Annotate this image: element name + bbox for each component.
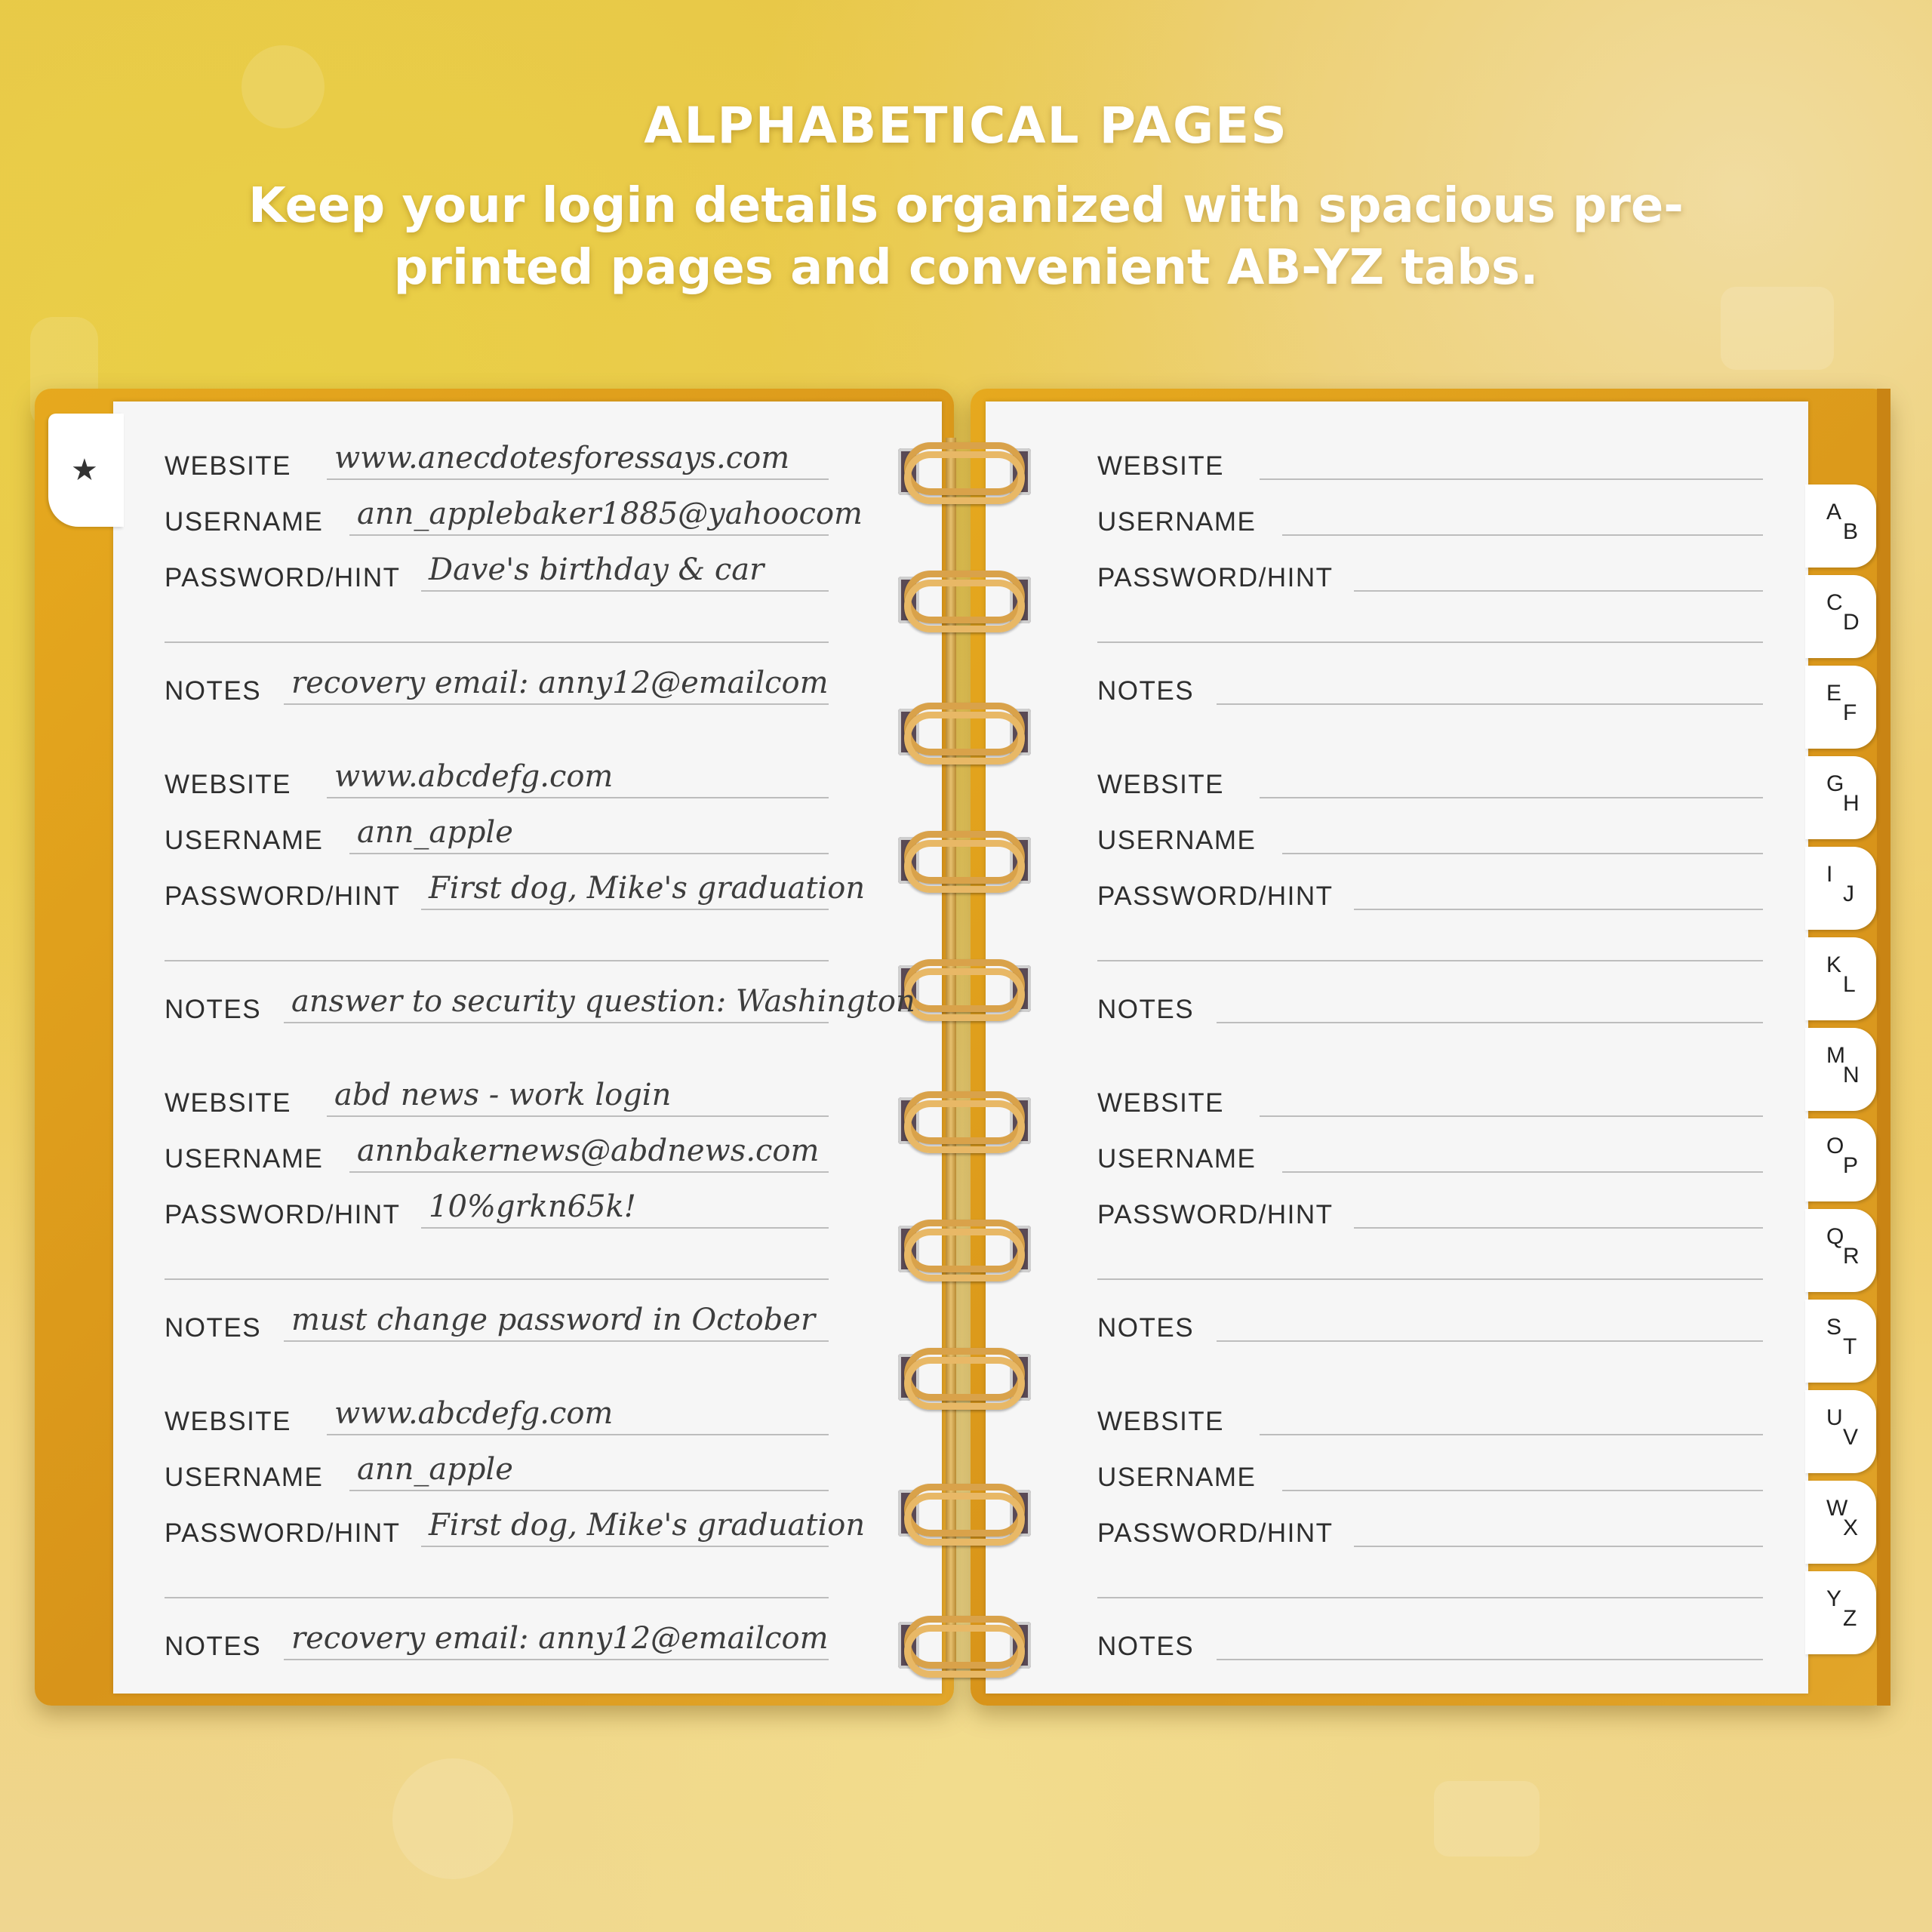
- spiral-ring: [898, 566, 1031, 634]
- right-website-label: WEBSITE: [1097, 451, 1225, 481]
- right-username-label: USERNAME: [1097, 1144, 1257, 1174]
- left-website-field[interactable]: [165, 1396, 829, 1444]
- tab-letter: L: [1843, 972, 1856, 997]
- background-shape: [392, 1758, 513, 1879]
- right-website-line: [1260, 478, 1763, 480]
- tab-letter: O: [1826, 1134, 1844, 1158]
- right-website-field[interactable]: [1097, 1081, 1763, 1126]
- right-blank-line: [1097, 1278, 1763, 1280]
- left-username-value: ann_apple: [357, 815, 513, 850]
- left-username-label: USERNAME: [165, 1463, 324, 1492]
- tab-letter: X: [1843, 1515, 1859, 1540]
- right-password-field[interactable]: [1097, 1511, 1763, 1556]
- left-website-value: www.abcdefg.com: [334, 759, 614, 794]
- left-username-field[interactable]: [165, 497, 863, 545]
- left-password-field[interactable]: [165, 1508, 866, 1556]
- tab-letter: E: [1826, 681, 1842, 706]
- right-password-field[interactable]: [1097, 874, 1763, 919]
- left-password-value: Dave's birthday & car: [429, 552, 764, 587]
- ring-loop: [904, 1229, 1025, 1281]
- ring-loop: [904, 840, 1025, 893]
- tab-uv[interactable]: [1805, 1390, 1876, 1473]
- left-blank-line: [165, 1597, 829, 1598]
- left-notes-label: NOTES: [165, 1632, 262, 1661]
- right-blank-line: [1097, 960, 1763, 961]
- spiral-ring: [898, 826, 1031, 894]
- tab-kl[interactable]: [1805, 937, 1876, 1020]
- right-username-label: USERNAME: [1097, 507, 1257, 537]
- right-website-line: [1260, 1115, 1763, 1117]
- ring-loop: [904, 451, 1025, 504]
- ring-loop: [904, 580, 1025, 632]
- right-password-label: PASSWORD/HINT: [1097, 1200, 1334, 1229]
- left-username-field[interactable]: [165, 1452, 829, 1500]
- ring-loop: [904, 1357, 1025, 1410]
- right-website-field[interactable]: [1097, 444, 1763, 489]
- tab-letter: V: [1843, 1425, 1859, 1450]
- right-notes-label: NOTES: [1097, 1313, 1195, 1343]
- right-notes-field[interactable]: [1097, 669, 1763, 714]
- tab-letter: M: [1826, 1043, 1845, 1068]
- left-password-value: 10%grkn65k!: [429, 1189, 636, 1224]
- left-notes-line: [284, 703, 829, 705]
- right-username-field[interactable]: [1097, 1455, 1763, 1500]
- left-username-label: USERNAME: [165, 826, 324, 855]
- tab-gh[interactable]: [1805, 756, 1876, 839]
- left-username-line: [349, 1171, 829, 1173]
- tab-letter: G: [1826, 771, 1844, 796]
- ring-loop: [904, 712, 1025, 764]
- right-blank-line: [1097, 641, 1763, 643]
- tab-letter: K: [1826, 952, 1842, 977]
- tab-letter: U: [1826, 1405, 1843, 1430]
- left-password-field[interactable]: [165, 1189, 829, 1238]
- right-password-field[interactable]: [1097, 1192, 1763, 1238]
- tab-letter: B: [1843, 519, 1859, 544]
- tab-ab[interactable]: [1805, 485, 1876, 568]
- right-notes-line: [1217, 1659, 1763, 1660]
- right-website-label: WEBSITE: [1097, 770, 1225, 799]
- right-website-line: [1260, 797, 1763, 798]
- left-website-line: [327, 1434, 829, 1435]
- left-password-value: First dog, Mike's graduation: [429, 1508, 866, 1543]
- tab-letter: J: [1843, 881, 1854, 906]
- left-website-label: WEBSITE: [165, 451, 292, 481]
- tab-op[interactable]: [1805, 1118, 1876, 1201]
- right-notes-line: [1217, 1340, 1763, 1342]
- tab-yz[interactable]: [1805, 1571, 1876, 1654]
- spiral-ring: [898, 1611, 1031, 1679]
- right-username-field[interactable]: [1097, 500, 1763, 545]
- left-username-field[interactable]: [165, 1134, 829, 1182]
- left-website-label: WEBSITE: [165, 1088, 292, 1118]
- left-password-field[interactable]: [165, 871, 866, 919]
- background-shape: [1434, 1781, 1540, 1857]
- left-password-label: PASSWORD/HINT: [165, 1200, 401, 1229]
- tab-letter: P: [1843, 1153, 1859, 1178]
- right-username-field[interactable]: [1097, 1137, 1763, 1182]
- left-website-field[interactable]: [165, 441, 829, 489]
- headline: ALPHABETICAL PAGES: [644, 97, 1288, 155]
- right-username-line: [1282, 534, 1763, 536]
- left-blank-line: [165, 641, 829, 643]
- left-password-label: PASSWORD/HINT: [165, 881, 401, 911]
- left-username-field[interactable]: [165, 815, 829, 863]
- spiral-ring: [898, 698, 1031, 766]
- left-blank-line: [165, 1278, 829, 1280]
- left-notes-line: [284, 1659, 829, 1660]
- left-website-field[interactable]: [165, 1078, 829, 1126]
- left-notes-field[interactable]: [165, 984, 915, 1032]
- right-website-label: WEBSITE: [1097, 1088, 1225, 1118]
- left-notes-line: [284, 1340, 829, 1342]
- left-website-line: [327, 478, 829, 480]
- favorites-tab[interactable]: [48, 414, 124, 527]
- left-website-label: WEBSITE: [165, 1407, 292, 1436]
- right-username-label: USERNAME: [1097, 826, 1257, 855]
- right-password-label: PASSWORD/HINT: [1097, 1518, 1334, 1548]
- tab-mn[interactable]: [1805, 1028, 1876, 1111]
- tab-letter: R: [1843, 1244, 1860, 1269]
- ring-loop: [904, 1625, 1025, 1678]
- left-username-value: annbakernews@abdnews.com: [357, 1134, 820, 1168]
- tab-letter: I: [1826, 862, 1833, 887]
- tab-st[interactable]: [1805, 1300, 1876, 1383]
- right-username-label: USERNAME: [1097, 1463, 1257, 1492]
- right-password-line: [1354, 1227, 1763, 1229]
- spiral-ring: [898, 438, 1031, 506]
- tab-wx[interactable]: [1805, 1481, 1876, 1564]
- right-username-line: [1282, 1171, 1763, 1173]
- spiral-ring: [898, 1215, 1031, 1283]
- left-website-line: [327, 797, 829, 798]
- left-notes-value: answer to security question: Washington: [291, 984, 915, 1019]
- tab-letter: C: [1826, 590, 1843, 615]
- right-website-label: WEBSITE: [1097, 1407, 1225, 1436]
- left-website-value: www.abcdefg.com: [334, 1396, 614, 1431]
- tab-letter: F: [1843, 700, 1857, 725]
- right-notes-label: NOTES: [1097, 676, 1195, 706]
- ring-loop: [904, 1493, 1025, 1546]
- right-website-line: [1260, 1434, 1763, 1435]
- left-notes-label: NOTES: [165, 1313, 262, 1343]
- right-password-line: [1354, 1546, 1763, 1547]
- tab-letter: N: [1843, 1063, 1860, 1088]
- star-icon: ★: [71, 453, 98, 488]
- tab-letter: Q: [1826, 1224, 1844, 1249]
- tab-letter: H: [1843, 791, 1860, 816]
- right-notes-field[interactable]: [1097, 987, 1763, 1032]
- spiral-ring: [898, 955, 1031, 1023]
- right-password-field[interactable]: [1097, 555, 1763, 601]
- right-notes-label: NOTES: [1097, 995, 1195, 1024]
- right-notes-field[interactable]: [1097, 1624, 1763, 1669]
- right-username-field[interactable]: [1097, 818, 1763, 863]
- tab-letter: W: [1826, 1496, 1848, 1521]
- left-username-value: ann_apple: [357, 1452, 513, 1487]
- tab-letter: Y: [1826, 1586, 1842, 1611]
- left-password-field[interactable]: [165, 552, 829, 601]
- right-username-line: [1282, 853, 1763, 854]
- left-notes-line: [284, 1022, 829, 1023]
- ring-loop: [904, 968, 1025, 1021]
- left-website-value: abd news - work login: [334, 1078, 672, 1112]
- spiral-ring: [898, 1479, 1031, 1547]
- right-website-field[interactable]: [1097, 1399, 1763, 1444]
- left-website-value: www.anecdotesforessays.com: [334, 441, 790, 475]
- left-password-line: [421, 590, 829, 592]
- left-notes-value: recovery email: anny12@emailcom: [291, 666, 829, 700]
- tab-ef[interactable]: [1805, 666, 1876, 749]
- right-notes-line: [1217, 703, 1763, 705]
- left-username-value: ann_applebaker1885@yahoocom: [357, 497, 863, 531]
- tab-letter: Z: [1843, 1606, 1857, 1631]
- tab-letter: T: [1843, 1334, 1857, 1359]
- left-website-line: [327, 1115, 829, 1117]
- left-password-line: [421, 909, 829, 910]
- left-notes-field[interactable]: [165, 1621, 829, 1669]
- subheadline: Keep your login details organized with spacious pre-printed pages and convenient AB-YZ tabs.: [248, 178, 1684, 296]
- left-website-field[interactable]: [165, 759, 829, 808]
- right-password-label: PASSWORD/HINT: [1097, 881, 1334, 911]
- tab-letter: D: [1843, 610, 1860, 635]
- left-notes-field[interactable]: [165, 666, 829, 714]
- right-notes-field[interactable]: [1097, 1306, 1763, 1351]
- right-username-line: [1282, 1490, 1763, 1491]
- right-website-field[interactable]: [1097, 762, 1763, 808]
- right-blank-line: [1097, 1597, 1763, 1598]
- left-blank-line: [165, 960, 829, 961]
- left-password-value: First dog, Mike's graduation: [429, 871, 866, 906]
- left-notes-label: NOTES: [165, 995, 262, 1024]
- tab-ij[interactable]: [1805, 847, 1876, 930]
- left-username-line: [349, 534, 829, 536]
- left-notes-field[interactable]: [165, 1303, 829, 1351]
- left-username-line: [349, 853, 829, 854]
- left-website-label: WEBSITE: [165, 770, 292, 799]
- ring-loop: [904, 1100, 1025, 1153]
- tab-cd[interactable]: [1805, 575, 1876, 658]
- left-username-line: [349, 1490, 829, 1491]
- background-shape: [1721, 287, 1834, 370]
- right-notes-label: NOTES: [1097, 1632, 1195, 1661]
- left-username-label: USERNAME: [165, 507, 324, 537]
- tab-letter: A: [1826, 500, 1842, 525]
- left-username-label: USERNAME: [165, 1144, 324, 1174]
- right-password-line: [1354, 590, 1763, 592]
- left-notes-value: recovery email: anny12@emailcom: [291, 1621, 829, 1656]
- left-password-line: [421, 1227, 829, 1229]
- left-password-line: [421, 1546, 829, 1547]
- left-notes-label: NOTES: [165, 676, 262, 706]
- tab-letter: S: [1826, 1315, 1842, 1340]
- left-password-label: PASSWORD/HINT: [165, 563, 401, 592]
- spiral-ring: [898, 1343, 1031, 1411]
- right-notes-line: [1217, 1022, 1763, 1023]
- right-password-line: [1354, 909, 1763, 910]
- alphabet-tabs: [1805, 401, 1876, 1694]
- elastic-band: [1877, 389, 1890, 1706]
- left-notes-value: must change password in October: [291, 1303, 816, 1337]
- spiral-ring: [898, 1087, 1031, 1155]
- right-password-label: PASSWORD/HINT: [1097, 563, 1334, 592]
- left-password-label: PASSWORD/HINT: [165, 1518, 401, 1548]
- tab-qr[interactable]: [1805, 1209, 1876, 1292]
